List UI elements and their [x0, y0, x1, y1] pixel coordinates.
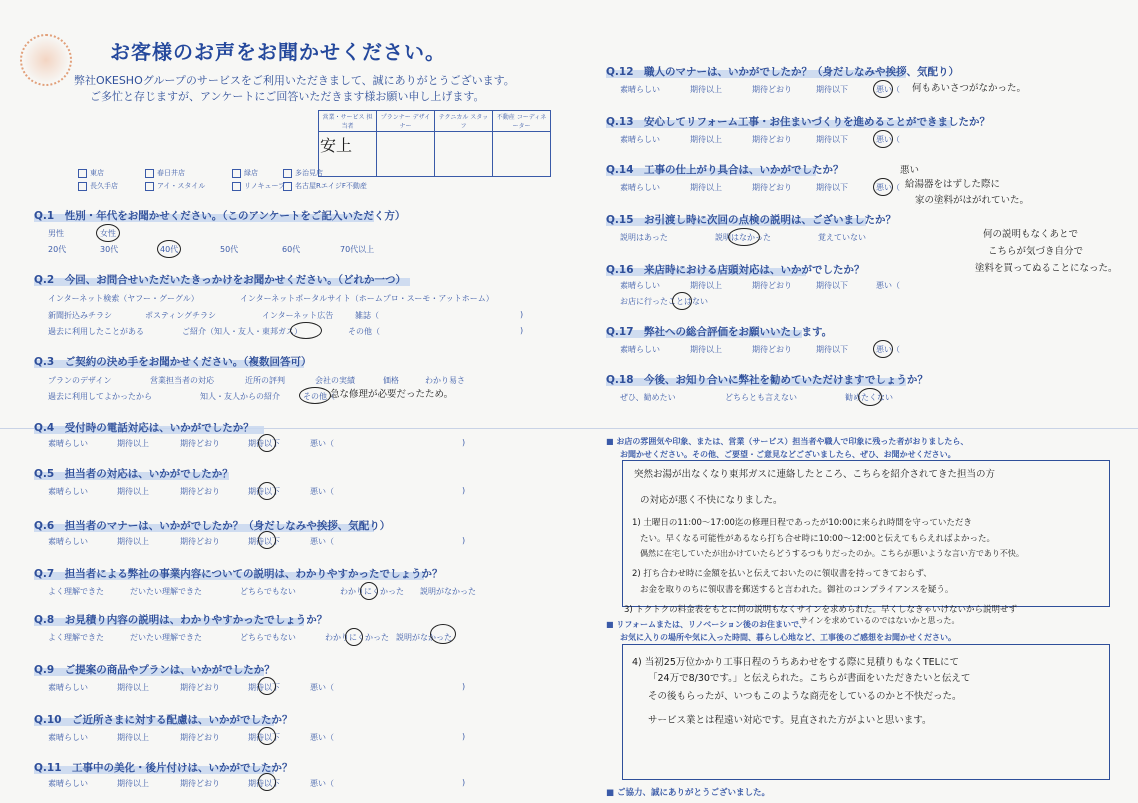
rating-excellent[interactable]: 素晴らしい [620, 135, 660, 144]
rating-above[interactable]: 期待以上 [117, 487, 149, 496]
q3-option[interactable]: 会社の実績 [315, 376, 355, 385]
rating-above[interactable]: 期待以上 [690, 85, 722, 94]
q12-label: Q.12 職人のマナーは、いかがでしたか？（身だしなみや挨拶、気配り） [606, 66, 960, 78]
rating-below[interactable]: 期待以下 [816, 183, 848, 192]
staff-cell-empty [435, 132, 493, 177]
checkbox-icon [283, 169, 292, 178]
answer-circle [873, 130, 893, 148]
rating-excellent[interactable]: 素晴らしい [48, 733, 88, 742]
checkbox-icon [232, 182, 241, 191]
q15-option[interactable]: 説明はあった [620, 233, 668, 242]
q2-option[interactable]: インターネット広告 [262, 311, 334, 320]
rating-below[interactable]: 期待以下 [816, 281, 848, 290]
q8-option[interactable]: 説明がなかった [396, 633, 452, 642]
staff-table [318, 110, 551, 177]
q1-age[interactable]: 60代 [282, 245, 301, 254]
q15-handwritten-note: 何の説明もなくあとで [983, 229, 1079, 240]
checkbox-icon [145, 182, 154, 191]
q7-option[interactable]: どちらでもない [240, 587, 296, 596]
store-checkbox[interactable]: 長久手店 [78, 181, 118, 191]
rating-below[interactable]: 期待以下 [816, 85, 848, 94]
q8-option[interactable]: よく理解できた [48, 633, 104, 642]
rating-expected[interactable]: 期待どおり [752, 345, 792, 354]
rating-bad[interactable]: 悪い（ [876, 85, 900, 94]
q7-option[interactable]: だいたい理解できた [130, 587, 202, 596]
comment-line: 4) 当初25万位かかり工事日程のうちあわせをする際に見積りもなくTELにて [632, 657, 959, 668]
rating-bad[interactable]: 悪い（ [310, 733, 334, 742]
rating-below[interactable]: 期待以下 [816, 345, 848, 354]
comment-line: 3) トクトクの料金表をもとに何の説明もなくサインを求められた。早くしなきゃいけないから説明せず [624, 605, 1017, 615]
q18-option[interactable]: どちらとも言えない [725, 393, 797, 402]
staff-name: 安上 [319, 132, 377, 177]
rating-excellent[interactable]: 素晴らしい [620, 345, 660, 354]
q1-age[interactable]: 40代 [160, 245, 179, 254]
rating-excellent[interactable]: 素晴らしい [620, 183, 660, 192]
checkbox-icon [232, 169, 241, 178]
answer-circle [873, 340, 893, 358]
q13-label: Q.13 安心してリフォーム工事・お住まいづくりを進めることができましたか？ [606, 116, 991, 128]
answer-circle [96, 224, 120, 242]
q8-option[interactable]: わかりにくかった [325, 633, 389, 642]
rating-below[interactable]: 期待以下 [816, 135, 848, 144]
q15-option[interactable]: 覚えていない [818, 233, 866, 242]
q1-gender-female[interactable]: 女性 [100, 229, 116, 238]
q12-handwritten-note: 何もあいさつがなかった。 [912, 83, 1027, 94]
intro-line-1: 弊社OKESHOグループのサービスをご利用いただきまして、誠にありがとうございます。 [74, 74, 515, 87]
rating-excellent[interactable]: 素晴らしい [48, 779, 88, 788]
q7-label: Q.7 担当者による弊社の事業内容についての説明は、わかりやすかったでしょうか？ [34, 568, 443, 580]
answer-circle [430, 624, 456, 644]
comment-heading-2: お聞かせください。その他、ご要望・ご意見などございましたら、ぜひ、お聞かせください。 [620, 450, 956, 459]
comment-line: たい。早くなる可能性があるなら打ち合せ時に10:00〜12:00と伝えてもらえればよかった。 [640, 534, 995, 544]
q18-label: Q.18 今後、お知り合いに弊社を勧めていただけますでしょうか？ [606, 374, 928, 386]
staff-col-sales: 営業・サービス 担当者 [319, 111, 377, 132]
rating-bad[interactable]: 悪い（ [310, 537, 334, 546]
rating-above[interactable]: 期待以上 [690, 281, 722, 290]
store-checkbox[interactable]: 名古屋RエイジF不動産 [283, 181, 367, 191]
answer-circle [728, 228, 760, 246]
comment-line: の対応が悪く不快になりました。 [640, 495, 783, 506]
comment-line: サインを求めているのではないかと思った。 [800, 616, 960, 625]
rating-bad[interactable]: 悪い（ [310, 487, 334, 496]
q6-label: Q.6 担当者のマナーは、いかがでしたか？（身だしなみや挨拶、気配り） [34, 520, 391, 532]
paren-close: ) [520, 310, 524, 319]
comment-heading-1: ■ お店の雰囲気や印象、または、営業（サービス）担当者や職人で印象に残った者がおりましたら、 [606, 437, 969, 446]
rating-bad[interactable]: 悪い（ [310, 779, 334, 788]
rating-expected[interactable]: 期待どおり [180, 683, 220, 692]
comment-line: 1) 土曜日の11:00〜17:00迄の修理日程であったが10:00に来られ時間を守っていただき [632, 518, 972, 528]
rating-bad[interactable]: 悪い（ [310, 683, 334, 692]
comment-heading-4: お気に入りの場所や気に入った時間、暮らし心地など、工事後のご感想をお聞かせください。 [620, 633, 956, 642]
comment-line: その後もらったが、いつもこのような商売をしているのかと不快だった。 [648, 691, 962, 702]
rating-excellent[interactable]: 素晴らしい [48, 537, 88, 546]
answer-circle [290, 322, 322, 339]
q3-option[interactable]: わかり易さ [425, 376, 465, 385]
q8-option[interactable]: どちらでもない [240, 633, 296, 642]
answer-circle [157, 240, 181, 258]
store-checkbox[interactable]: 多治見店 [283, 168, 323, 178]
q15-option[interactable]: 説明はなかった [715, 233, 771, 242]
q3-option[interactable]: 過去に利用してよかったから [48, 392, 152, 401]
q17-label: Q.17 弊社への総合評価をお願いいたします。 [606, 326, 833, 338]
q15-label: Q.15 お引渡し時に次回の点検の説明は、ございましたか？ [606, 214, 897, 226]
q1-age[interactable]: 20代 [48, 245, 67, 254]
comment-line: サービス業とは程遠い対応です。見直された方がよいと思います。 [648, 715, 932, 726]
answer-circle [258, 434, 276, 452]
company-seal [20, 34, 72, 86]
q3-handwritten-note: 急な修理が必要だったため。 [330, 389, 454, 400]
page-title: お客様のお声をお聞かせください。 [110, 40, 446, 64]
q3-option[interactable]: 価格 [383, 376, 399, 385]
rating-expected[interactable]: 期待どおり [180, 779, 220, 788]
staff-col-planner: プランナー デザイナー [377, 111, 435, 132]
q3-option[interactable]: 営業担当者の対応 [150, 376, 214, 385]
thanks-text: ■ ご協力、誠にありがとうございました。 [606, 788, 770, 798]
rating-below[interactable]: 期待以下 [248, 733, 280, 742]
q1-age[interactable]: 50代 [220, 245, 239, 254]
q14-handwritten-note: 悪い [900, 165, 920, 176]
rating-above[interactable]: 期待以上 [690, 135, 722, 144]
q8-label: Q.8 お見積り内容の説明は、わかりやすかったでしょうか？ [34, 614, 328, 626]
q1-age[interactable]: 30代 [100, 245, 119, 254]
rating-excellent[interactable]: 素晴らしい [48, 683, 88, 692]
rating-excellent[interactable]: 素晴らしい [620, 85, 660, 94]
paren-close: ) [520, 326, 524, 335]
q14-label: Q.14 工事の仕上がり具合は、いかがでしたか？ [606, 164, 844, 176]
q4-label: Q.4 受付時の電話対応は、いかがでしたか？ [34, 422, 254, 434]
rating-above[interactable]: 期待以上 [117, 439, 149, 448]
q18-option[interactable]: ぜひ、勧めたい [620, 393, 676, 402]
q2-option[interactable]: インターネット検索（ヤフー・グーグル） [48, 294, 199, 303]
q3-label: Q.3 ご契約の決め手をお聞かせください。（複数回答可） [34, 356, 312, 368]
q1-label: Q.1 性別・年代をお聞かせください。（このアンケートをご記入いただく方） [34, 210, 406, 222]
paren-close: ) [462, 438, 466, 447]
rating-above[interactable]: 期待以上 [117, 683, 149, 692]
staff-col-realestate: 不動産 コーディネーター [493, 111, 551, 132]
rating-expected[interactable]: 期待どおり [752, 183, 792, 192]
answer-circle [873, 178, 893, 196]
rating-below[interactable]: 期待以下 [248, 683, 280, 692]
store-checkbox[interactable]: 春日井店 [145, 168, 185, 178]
comment-line: 偶然に在宅していたが出かけていたらどうするつもりだったのか。こちらが悪いような言い方であり不快。 [640, 549, 1024, 558]
store-checkbox[interactable]: リノキューブ [232, 181, 285, 191]
rating-expected[interactable]: 期待どおり [180, 487, 220, 496]
comment-line: 「24万で8/30です。」と伝えられた。こちらが書面をいただきたいと伝えて [648, 673, 971, 684]
q16-label: Q.16 来店時における店頭対応は、いかがでしたか？ [606, 264, 865, 276]
q7-option[interactable]: わかりにくかった [340, 587, 404, 596]
comment-line: 突然お湯が出なくなり東邦ガスに連絡したところ、こちらを紹介されてきた担当の方 [634, 469, 996, 480]
q3-option[interactable]: プランのデザイン [48, 376, 112, 385]
q7-option[interactable]: 説明がなかった [420, 587, 476, 596]
rating-excellent[interactable]: 素晴らしい [620, 281, 660, 290]
q9-label: Q.9 ご提案の商品やプランは、いかがでしたか？ [34, 664, 275, 676]
checkbox-icon [78, 182, 87, 191]
q11-label: Q.11 工事中の美化・後片付けは、いかがでしたか？ [34, 762, 293, 774]
answer-circle [258, 727, 276, 745]
rating-below[interactable]: 期待以下 [248, 537, 280, 546]
rating-bad[interactable]: 悪い（ [876, 281, 900, 290]
q2-option[interactable]: ポスティングチラシ [145, 311, 217, 320]
answer-circle [873, 80, 893, 98]
answer-circle [672, 292, 692, 310]
q3-option[interactable]: 知人・友人からの紹介 [200, 392, 280, 401]
rating-above[interactable]: 期待以上 [117, 733, 149, 742]
rating-expected[interactable]: 期待どおり [180, 733, 220, 742]
q2-option[interactable]: ご紹介（知人・友人・東邦ガス） [182, 327, 302, 336]
rating-above[interactable]: 期待以上 [690, 345, 722, 354]
paren-close: ) [462, 486, 466, 495]
rating-expected[interactable]: 期待どおり [752, 281, 792, 290]
rating-bad[interactable]: 悪い（ [876, 345, 900, 354]
answer-circle [345, 628, 363, 646]
rating-expected[interactable]: 期待どおり [180, 439, 220, 448]
q18-option[interactable]: 勧めたくない [845, 393, 893, 402]
rating-below[interactable]: 期待以下 [248, 487, 280, 496]
q1-age[interactable]: 70代以上 [340, 245, 375, 254]
q3-option[interactable]: その他（ [303, 392, 335, 401]
paren-close: ) [462, 682, 466, 691]
comment-heading-3: ■ リフォームまたは、リノベーション後のお住まいで、 [606, 620, 807, 629]
staff-cell-empty [493, 132, 551, 177]
rating-below[interactable]: 期待以下 [248, 439, 280, 448]
q3-option[interactable]: 近所の評判 [245, 376, 285, 385]
rating-expected[interactable]: 期待どおり [752, 135, 792, 144]
paren-close: ) [462, 778, 466, 787]
rating-excellent[interactable]: 素晴らしい [48, 487, 88, 496]
rating-excellent[interactable]: 素晴らしい [48, 439, 88, 448]
q2-label: Q.2 今回、お問合せいただいたきっかけをお聞かせください。（どれか一つ） [34, 274, 406, 286]
answer-circle [258, 531, 276, 549]
answer-circle [299, 387, 331, 404]
q10-label: Q.10 ご近所さまに対する配慮は、いかがでしたか？ [34, 714, 293, 726]
paren-close: ) [462, 536, 466, 545]
q15-handwritten-note: 塗料を買ってぬることになった。 [975, 263, 1118, 274]
answer-circle [258, 773, 276, 791]
rating-bad[interactable]: 悪い（ [876, 183, 900, 192]
rating-above[interactable]: 期待以上 [117, 779, 149, 788]
store-checkbox[interactable]: アイ・スタイル [145, 181, 205, 191]
staff-col-technical: テクニカル スタッフ [435, 111, 493, 132]
rating-bad[interactable]: 悪い（ [876, 135, 900, 144]
rating-expected[interactable]: 期待どおり [752, 85, 792, 94]
rating-above[interactable]: 期待以上 [117, 537, 149, 546]
q2-option[interactable]: その他（ [348, 327, 380, 336]
q2-option[interactable]: 新聞折込みチラシ [48, 311, 112, 320]
q7-option[interactable]: よく理解できた [48, 587, 104, 596]
q15-handwritten-note: こちらが気づき自分で [988, 246, 1084, 257]
checkbox-icon [78, 169, 87, 178]
answer-circle [258, 677, 276, 695]
answer-circle [258, 482, 276, 500]
q14-handwritten-note: 給湯器をはずした際に [905, 179, 1001, 190]
q8-option[interactable]: だいたい理解できた [130, 633, 202, 642]
q5-label: Q.5 担当者の対応は、いかがでしたか？ [34, 468, 233, 480]
rating-bad[interactable]: 悪い（ [310, 439, 334, 448]
rating-expected[interactable]: 期待どおり [180, 537, 220, 546]
store-checkbox[interactable]: 東店 [78, 168, 104, 178]
q2-option[interactable]: インターネットポータルサイト（ホームプロ・スーモ・アットホーム） [240, 294, 494, 303]
intro-line-2: ご多忙と存じますが、アンケートにご回答いただきます様お願い申し上げます。 [90, 90, 485, 103]
comment-line: 2) 打ち合わせ時に金額を払いと伝えておいたのに領収書を持ってきておらず、 [632, 569, 932, 579]
checkbox-icon [283, 182, 292, 191]
q1-gender-male[interactable]: 男性 [48, 229, 64, 238]
comment-line: お金を取りのちに領収書を郵送すると言われた。御社のコンプライアンスを疑う。 [640, 585, 954, 595]
q16-never-visited[interactable]: お店に行ったことはない [620, 297, 708, 306]
rating-above[interactable]: 期待以上 [690, 183, 722, 192]
rating-below[interactable]: 期待以下 [248, 779, 280, 788]
answer-circle [360, 582, 378, 600]
staff-cell-empty [377, 132, 435, 177]
paren-close: ) [462, 732, 466, 741]
q2-option[interactable]: 雑誌（ [355, 311, 379, 320]
q14-handwritten-note: 家の塗料がはがれていた。 [915, 195, 1030, 206]
answer-circle [858, 388, 882, 406]
checkbox-icon [145, 169, 154, 178]
q2-option[interactable]: 過去に利用したことがある [48, 327, 144, 336]
store-checkbox[interactable]: 緑店 [232, 168, 258, 178]
